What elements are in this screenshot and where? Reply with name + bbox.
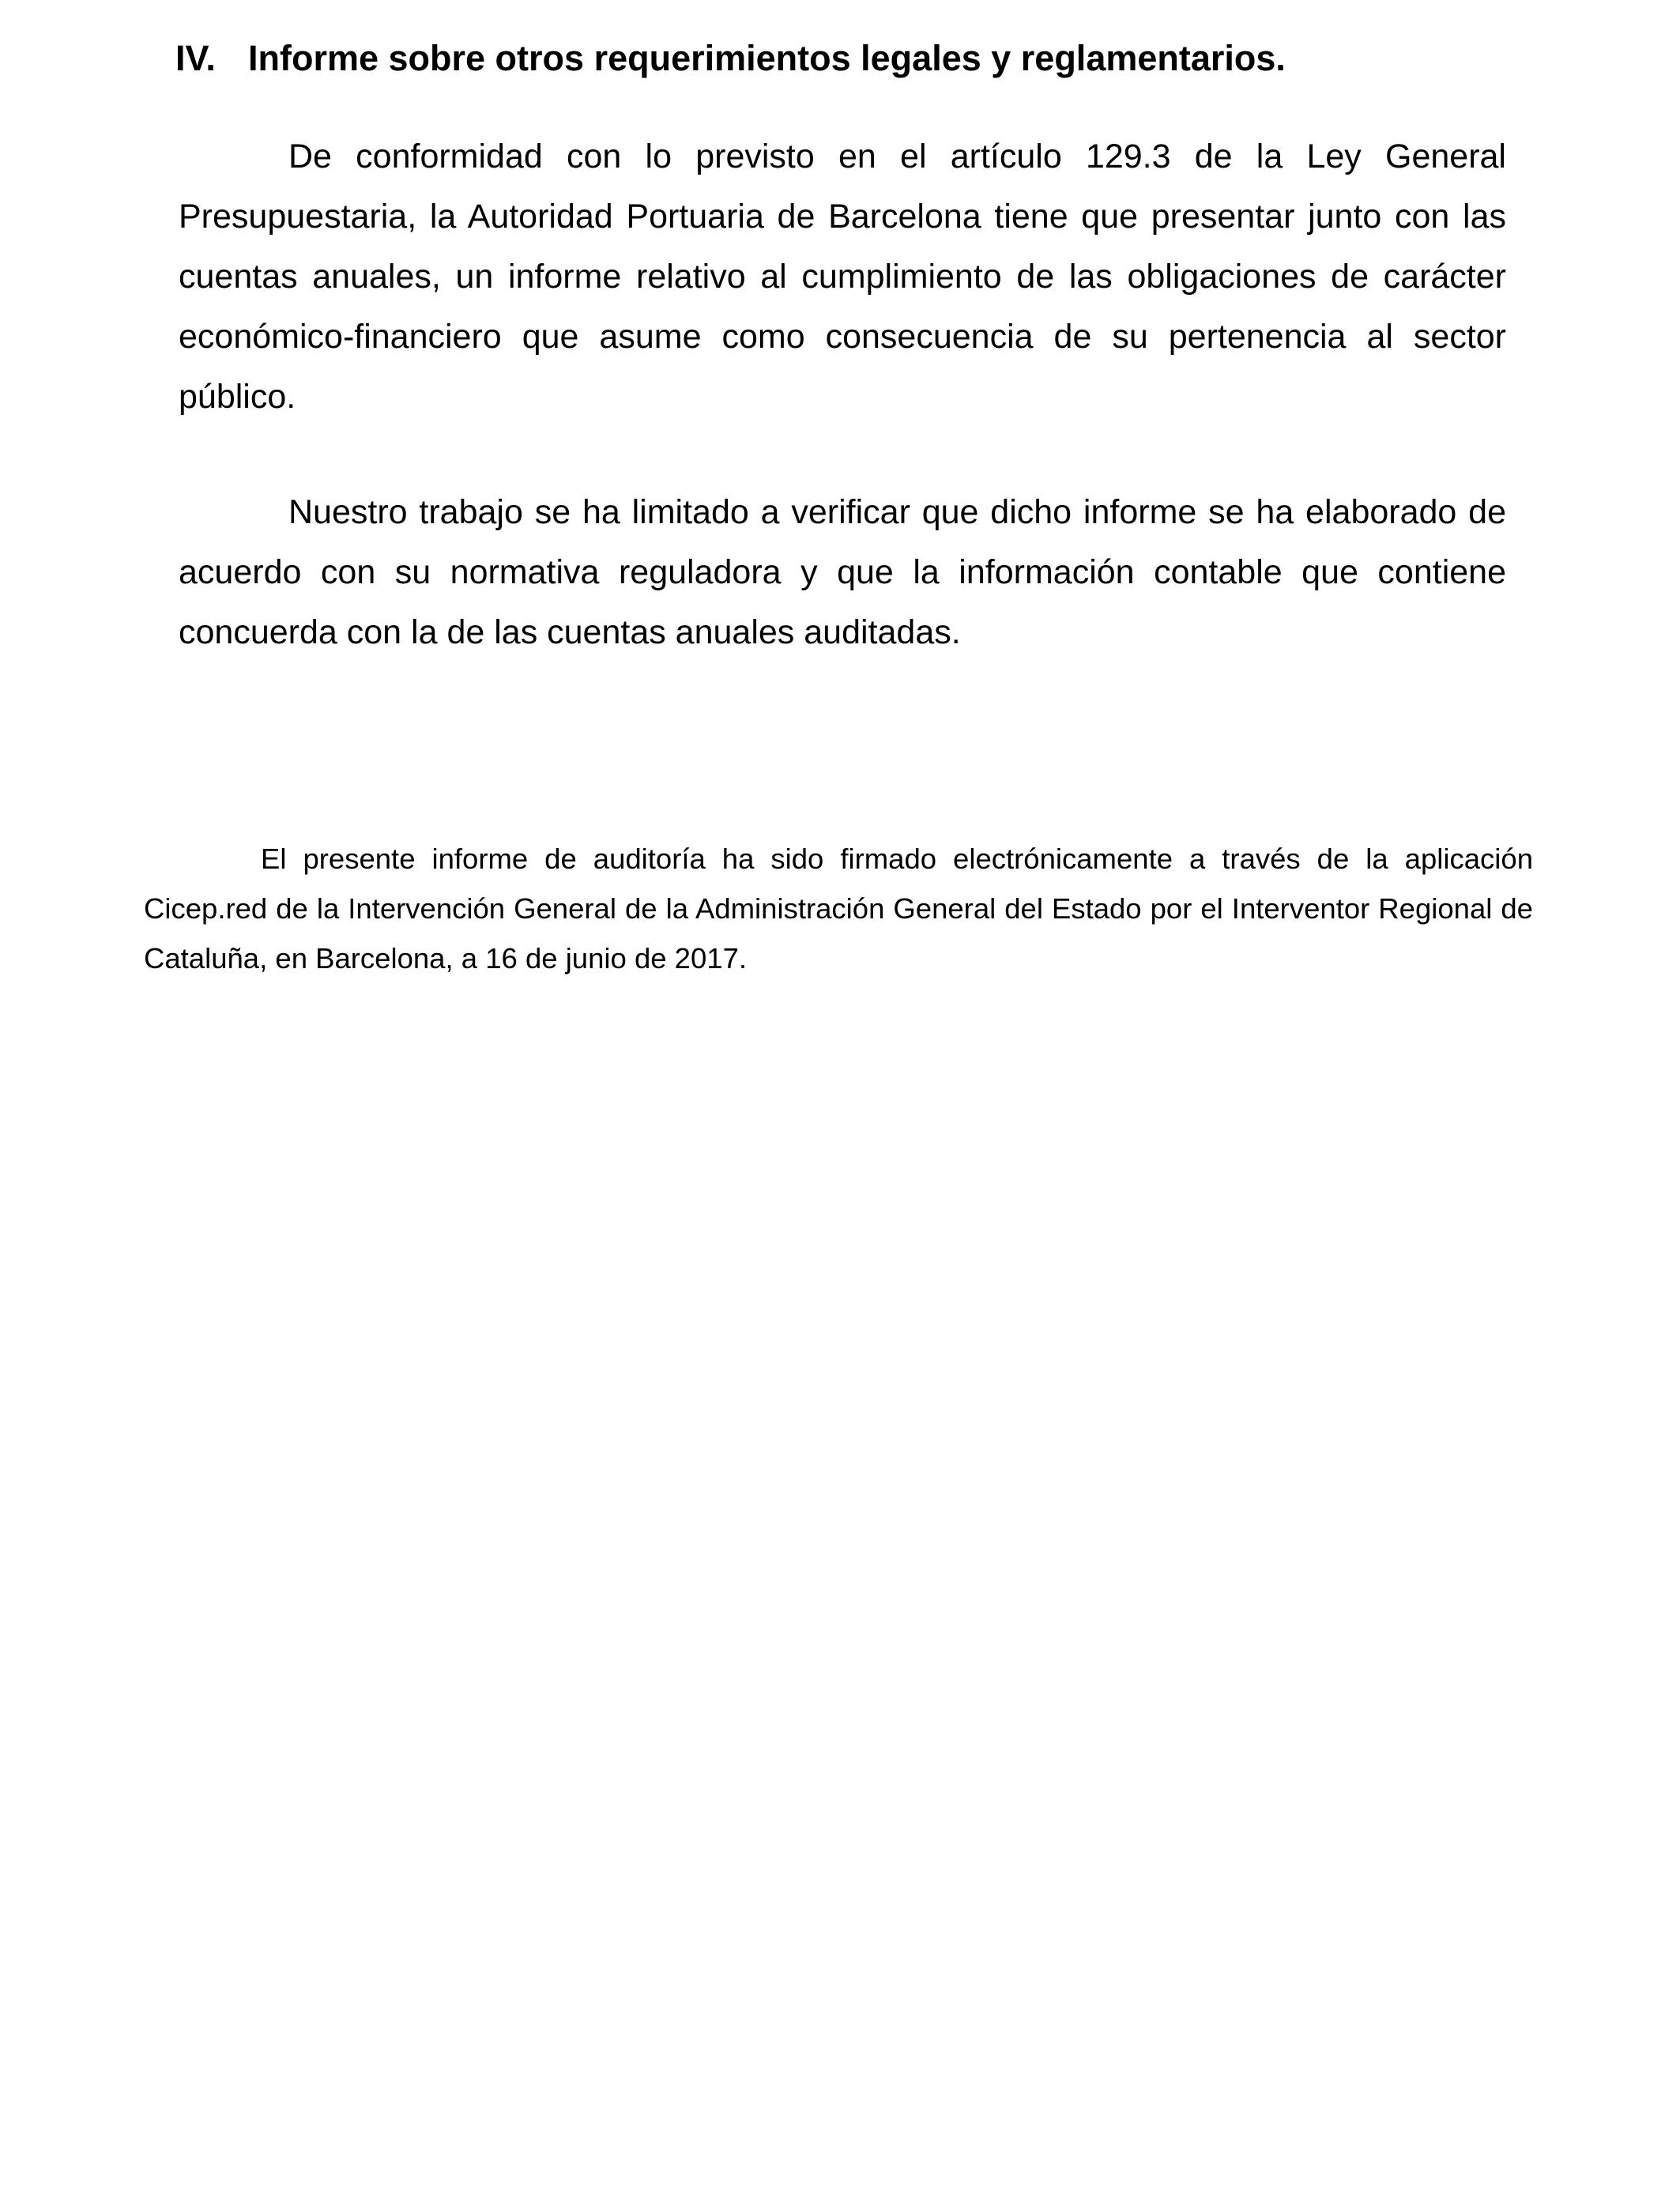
paragraph-legal-requirement: De conformidad con lo previsto en el artículo 129.3 de la Ley General Presupuestaria, la Autoridad Portuaria de Barcelona tiene que presentar junto con las cuentas anuales, un informe relativo al cumplimiento de las obligaciones de carácter económico-financiero que asume como consecuencia de su pertenencia al sector público.	[179, 138, 1506, 416]
section-heading	[175, 35, 1519, 82]
paragraph-scope-of-work: Nuestro trabajo se ha limitado a verificar que dicho informe se ha elaborado de acuerdo con su normativa reguladora y que la información contable que contiene concuerda con la de las cuentas anuales auditadas.	[179, 493, 1506, 651]
section-title: Informe sobre otros requerimientos legales y reglamentarios.	[248, 38, 1286, 78]
electronic-signature-note: El presente informe de auditoría ha sido firmado electrónicamente a través de la aplicación Cicep.red de la Intervención General de la Administración General del Estado por el Interventor Regional de Cataluña, en Barcelona, a 16 de junio de 2017.	[144, 843, 1533, 974]
section-number: IV.	[175, 38, 216, 78]
